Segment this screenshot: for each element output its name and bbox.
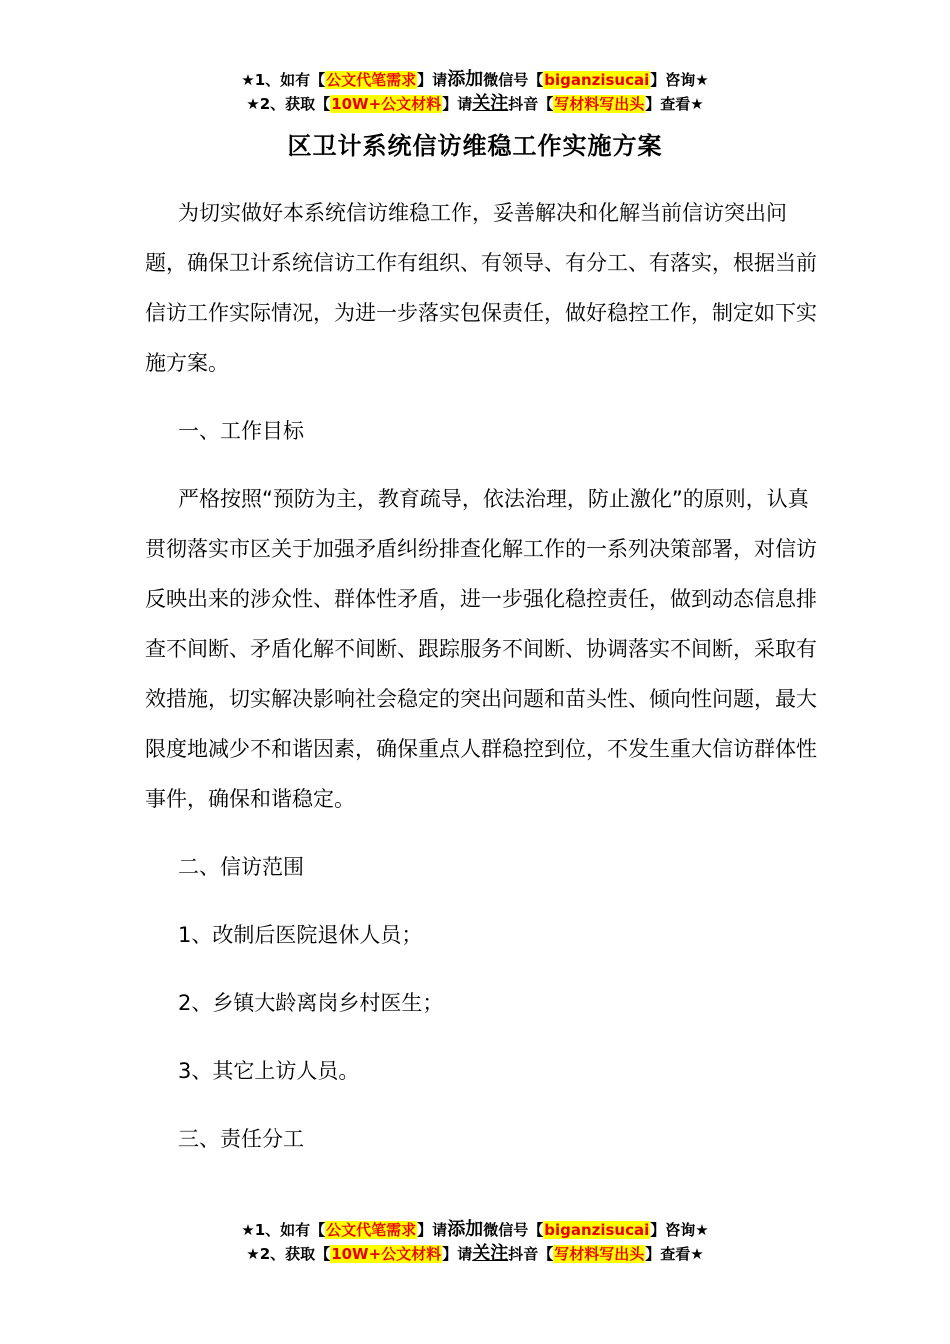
- promo-banner-top: [0, 68, 950, 116]
- section-heading: 一、工作目标: [178, 419, 304, 443]
- promo-emphasis: 添加: [447, 1219, 484, 1240]
- promo-text: 】请: [442, 1245, 473, 1263]
- list-item: 1、改制后医院退休人员；: [178, 923, 423, 947]
- promo-highlight: 公文代笔需求: [326, 1221, 417, 1239]
- intro-paragraph: 为切实做好本系统信访维稳工作，妥善解决和化解当前信访突出问题，确保卫计系统信访工作有组织、有领导、有分工、有落实，根据当前信访工作实际情况，为进一步落实包保责任，做好稳控工作，制定如下实施方案。: [145, 201, 817, 375]
- promo-text: 微信号【: [483, 1221, 544, 1239]
- promo-text: 】查看★: [645, 95, 704, 113]
- promo-text: 】请: [417, 1221, 448, 1239]
- promo-text: ★2、获取【: [246, 95, 331, 113]
- promo-text: 】请: [442, 95, 473, 113]
- promo-text: 抖音【: [508, 1245, 554, 1263]
- section-paragraph: 严格按照“预防为主，教育疏导，依法治理，防止激化”的原则，认真贯彻落实市区关于加强矛盾纠纷排查化解工作的一系列决策部署，对信访反映出来的涉众性、群体性矛盾，进一步强化稳控责任，做到动态信息排查不间断、矛盾化解不间断、跟踪服务不间断、协调落实不间断，采取有效措施，切实解决影响社会稳定的突出问题和苗头性、倾向性问题，最大限度地减少不和谐因素，确保重点人群稳控到位，不发生重大信访群体性事件，确保和谐稳定。: [145, 487, 817, 811]
- promo-text: 微信号【: [483, 71, 544, 89]
- promo-line-2: [0, 92, 950, 116]
- promo-text: 】咨询★: [650, 1221, 709, 1239]
- promo-text: ★1、如有【: [241, 1221, 326, 1239]
- promo-highlight: 公文代笔需求: [326, 71, 417, 89]
- promo-emphasis: 添加: [447, 69, 484, 90]
- promo-text: 】请: [417, 71, 448, 89]
- document-title: 区卫计系统信访维稳工作实施方案: [287, 132, 663, 160]
- promo-highlight: 10W+公文材料: [331, 1245, 442, 1263]
- list-item: 2、乡镇大龄离岗乡村医生；: [178, 991, 444, 1015]
- promo-text: 】查看★: [645, 1245, 704, 1263]
- promo-line-1: [0, 1218, 950, 1242]
- promo-text: 抖音【: [508, 95, 554, 113]
- promo-highlight: 写材料写出头: [554, 1245, 645, 1263]
- promo-text: ★2、获取【: [246, 1245, 331, 1263]
- list-item: 3、其它上访人员。: [178, 1059, 360, 1083]
- promo-text: ★1、如有【: [241, 71, 326, 89]
- promo-highlight: 写材料写出头: [554, 95, 645, 113]
- promo-emphasis: 关注: [472, 93, 509, 114]
- promo-line-1: [0, 68, 950, 92]
- promo-line-2: [0, 1242, 950, 1266]
- section-heading: 三、责任分工: [178, 1127, 304, 1151]
- promo-banner-bottom: [0, 1218, 950, 1266]
- promo-highlight: 10W+公文材料: [331, 95, 442, 113]
- promo-highlight: biganzisucai: [544, 71, 650, 89]
- document-body: [145, 188, 825, 1164]
- promo-emphasis: 关注: [472, 1243, 509, 1264]
- promo-highlight: biganzisucai: [544, 1221, 650, 1239]
- promo-text: 】咨询★: [650, 71, 709, 89]
- section-heading: 二、信访范围: [178, 855, 304, 879]
